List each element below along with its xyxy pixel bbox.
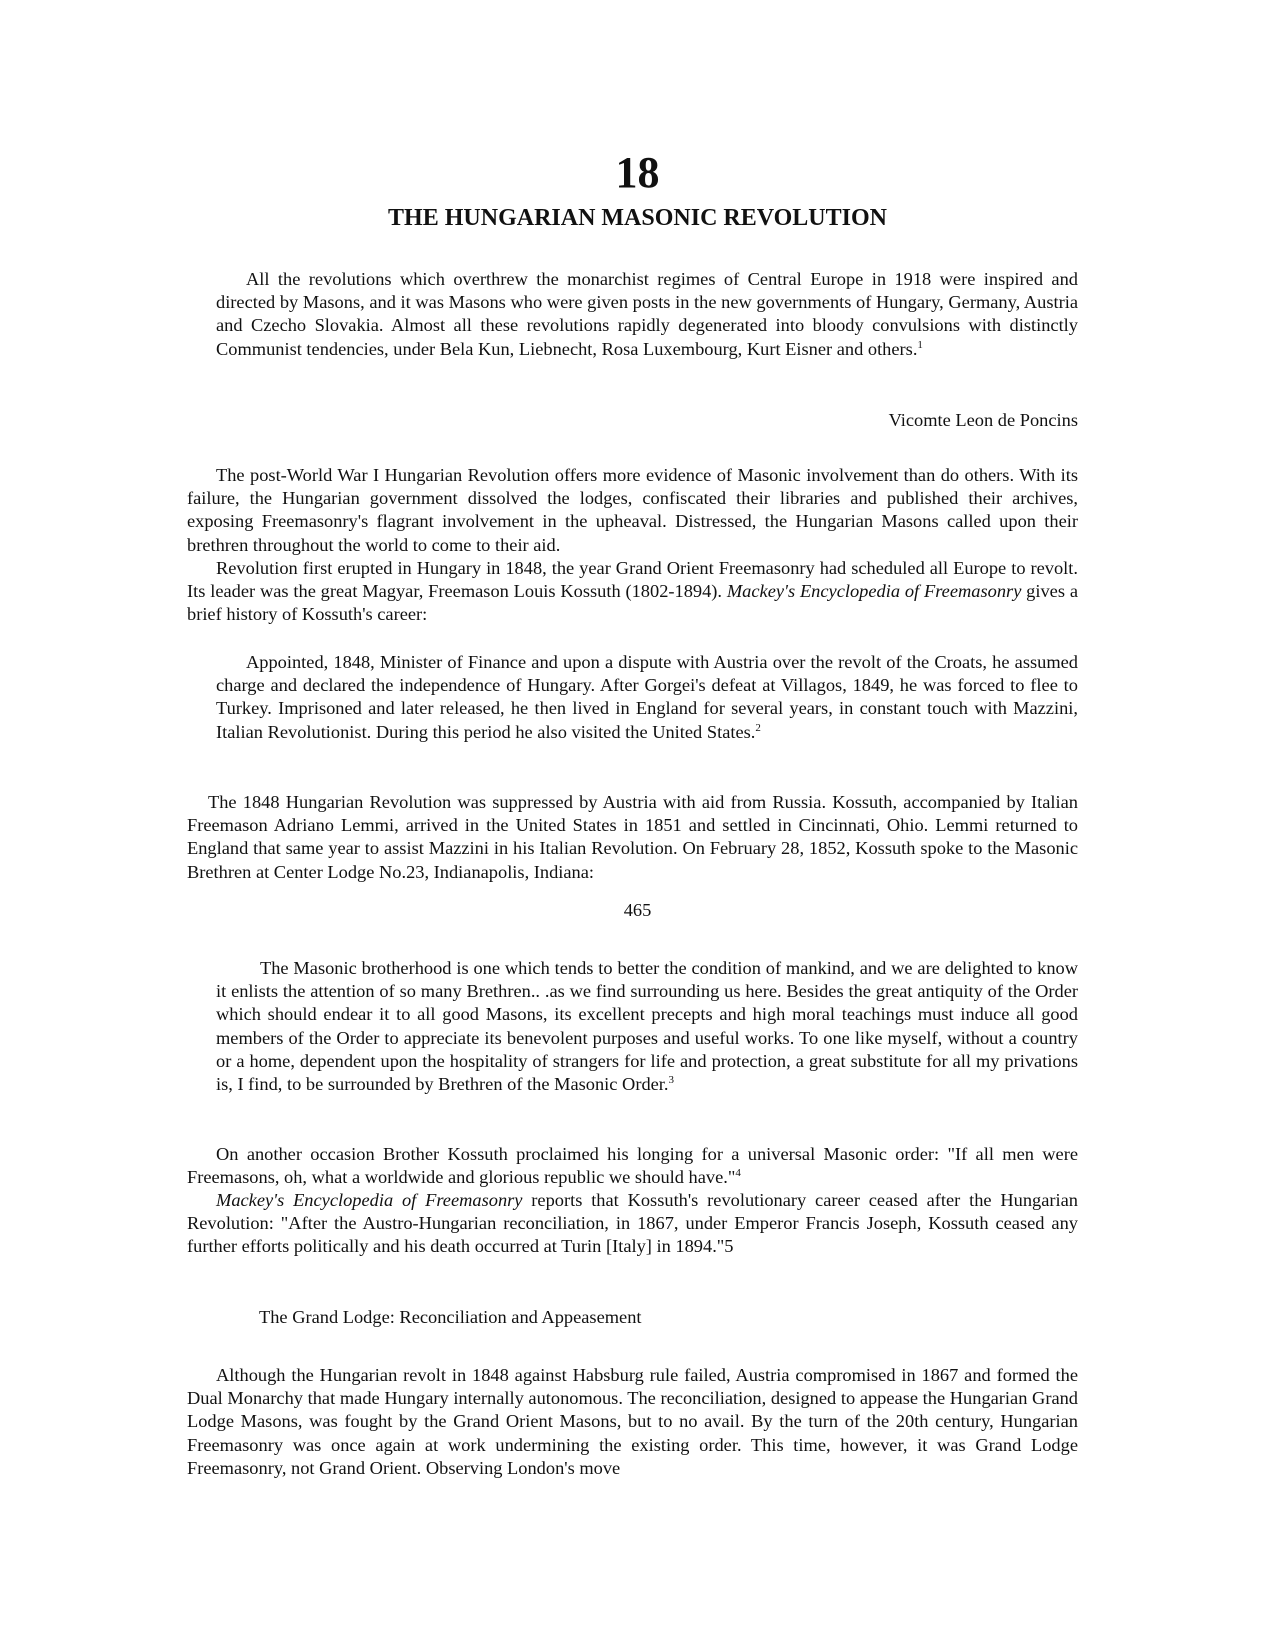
body-paragraph: The post-World War I Hungarian Revolution offers more evidence of Masonic involvement than do others. With its failure, the Hungarian government dissolved the lodges, confiscated their libraries and published their archives, exposing Freemasonry's flagrant involvement in the upheaval. Distressed, the Hungarian Masons called upon their brethren throughout the world to come to their aid. [187, 465, 1078, 555]
paragraph-text: Revolution first erupted in Hungary in 1848, the year Grand Orient Freemasonry had scheduled all Europe to revolt. Its leader was the great Magyar, Freemason Louis Kossuth (1802-1894). [187, 558, 1078, 602]
paragraph-text: On another occasion Brother Kossuth proclaimed his longing for a universal Masonic order: "If all men were Freemasons, oh, what a worldwide and glorious republic we should have." [187, 1144, 1078, 1188]
chapter-title: THE HUNGARIAN MASONIC REVOLUTION [388, 205, 887, 231]
footnote-marker: 4 [735, 1167, 741, 1180]
epigraph-quote [216, 268, 1078, 361]
block-quote [216, 651, 1078, 744]
section-subheading: The Grand Lodge: Reconciliation and Appeasement [259, 1307, 642, 1327]
footnote-marker: 1 [917, 338, 923, 351]
block-quote [216, 957, 1078, 1096]
chapter-number: 18 [615, 148, 660, 197]
book-title: Mackey's Encyclopedia of Freemasonry [726, 581, 1022, 602]
epigraph-text: All the revolutions which overthrew the monarchist regimes of Central Europe in 1918 were inspired and directed by Masons, and it was Masons who were given posts in the new governments of Hungary, Germany, Austria and Czecho Slovakia. Almost all these revolutions rapidly degenerated into bloody convulsions with distinctly Communist tendencies, under Bela Kun, Liebnecht, Rosa Luxembourg, Kurt Eisner and others. [216, 269, 1078, 359]
paragraph-text: reports that Kossuth's revolutionary career ceased after the Hungarian Revolution: "After the Austro-Hungarian reconciliation, in 1867, under Emperor Francis Joseph, Kossuth ceased any further efforts politically and his death occurred at Turin [Italy] in 1894."5 [187, 1190, 1078, 1257]
body-paragraph: The 1848 Hungarian Revolution was suppressed by Austria with aid from Russia. Kossuth, accompanied by Italian Freemason Adriano Lemmi, arrived in the United States in 1851 and settled in Cincinnati, Ohio. Lemmi returned to England that same year to assist Mazzini in his Italian Revolution. On February 28, 1852, Kossuth spoke to the Masonic Brethren at Center Lodge No.23, Indianapolis, Indiana: [187, 792, 1078, 882]
body-paragraph [187, 1143, 1078, 1189]
body-paragraph [187, 557, 1078, 627]
epigraph-attribution: Vicomte Leon de Poncins [888, 410, 1078, 430]
quote-text: Appointed, 1848, Minister of Finance and upon a dispute with Austria over the revolt of the Croats, he assumed charge and declared the independence of Hungary. After Gorgei's defeat at Villagos, 1849, he was forced to flee to Turkey. Imprisoned and later released, he then lived in England for several years, in constant touch with Mazzini, Italian Revolutionist. During this period he also visited the United States. [216, 652, 1078, 742]
page-number: 465 [623, 900, 652, 920]
body-paragraph: Although the Hungarian revolt in 1848 against Habsburg rule failed, Austria compromised in 1867 and formed the Dual Monarchy that made Hungary internally autonomous. The reconciliation, designed to appease the Hungarian Grand Lodge Masons, was fought by the Grand Orient Masons, but to no avail. By the turn of the 20th century, Hungarian Freemasonry was once again at work undermining the existing order. This time, however, it was Grand Lodge Freemasonry, not Grand Orient. Observing London's move [187, 1365, 1078, 1478]
paragraph-text: gives a brief history of Kossuth's career: [187, 581, 1078, 625]
footnote-marker: 3 [668, 1073, 675, 1086]
quote-text: The Masonic brotherhood is one which tends to better the condition of mankind, and we are delighted to know it enlists the attention of so many Brethren.. .as we find surrounding us here. Besides the great antiquity of the Order which should endear it to all good Masons, its excellent precepts and high moral teachings must induce all good members of the Order to appreciate its benevolent purposes and useful works. To one like myself, without a country or a home, dependent upon the hospitality of strangers for life and protection, a great substitute for all my privations is, I find, to be surrounded by Brethren of the Masonic Order. [216, 958, 1078, 1095]
book-title: Mackey's Encyclopedia of Freemasonry [216, 1190, 523, 1210]
body-paragraph [187, 1189, 1078, 1259]
footnote-marker: 2 [755, 721, 761, 734]
